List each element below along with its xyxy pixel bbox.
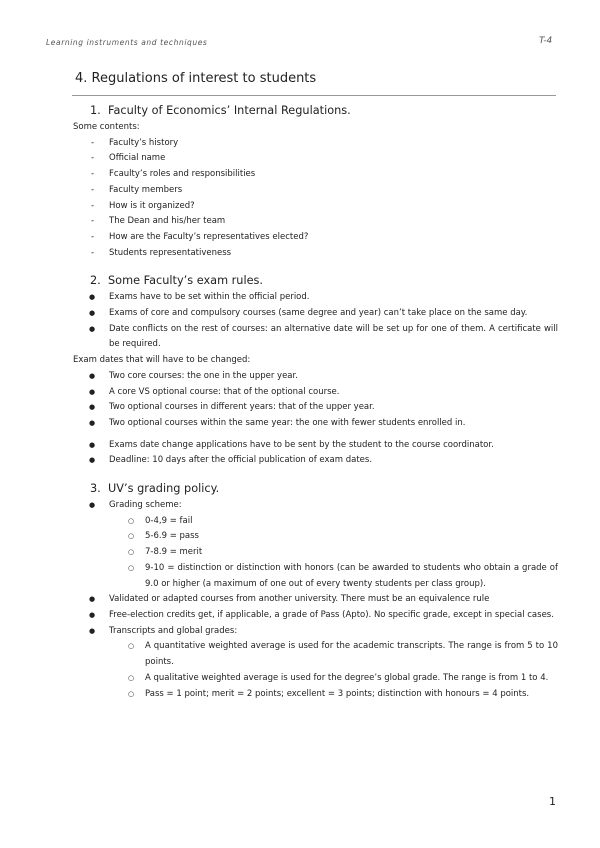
list-item xyxy=(73,498,558,514)
subsection-heading-2 xyxy=(73,272,558,290)
section-divider xyxy=(72,95,556,96)
subsection-heading-1 xyxy=(73,102,558,120)
exam-change-list xyxy=(73,369,558,432)
list-item: - Official name xyxy=(73,151,558,167)
list-item: ● Two optional courses in different years: that of the upper year. xyxy=(73,400,558,416)
applications-list xyxy=(73,438,558,469)
list-item: ○ 5-6.9 = pass xyxy=(73,529,558,545)
list-item: ● Validated or adapted courses from another university. There must be an equivalence rule xyxy=(73,592,558,608)
list-item: ○ 0-4,9 = fail xyxy=(73,514,558,530)
subsection-number: 1. xyxy=(90,104,101,117)
grading-notes-list xyxy=(73,592,558,639)
contents-list xyxy=(73,136,558,262)
subsection-number: 3. xyxy=(90,482,101,496)
list-item: ○ 7-8.9 = merit xyxy=(73,545,558,561)
list-item: ● Free-election credits get, if applicable, a grade of Pass (Apto). No specific grade, except in special cases. xyxy=(73,608,558,624)
subsection-title: Some Faculty’s exam rules. xyxy=(108,274,264,288)
page-number: 1 xyxy=(549,795,556,808)
list-item: - How is it organized? xyxy=(73,199,558,215)
list-item: ○ A qualitative weighted average is used for the degree’s global grade. The range is from 1 to 4. xyxy=(73,671,558,687)
list-item: - Faculty members xyxy=(73,183,558,199)
list-item: ● Two core courses: the one in the upper year. xyxy=(73,369,558,385)
list-item: ○ Pass = 1 point; merit = 2 points; excellent = 3 points; distinction with honours = 4 points. xyxy=(73,687,558,703)
exam-rules-list xyxy=(73,290,558,353)
list-item: - Students representativeness xyxy=(73,246,558,262)
list-item: ● Exams of core and compulsory courses (same degree and year) can’t take place on the same day. xyxy=(73,306,558,322)
document-body xyxy=(73,100,558,702)
contents-intro: Some contents: xyxy=(73,122,140,132)
list-item: - The Dean and his/her team xyxy=(73,214,558,230)
exam-change-intro: Exam dates that will have to be changed: xyxy=(73,355,251,366)
list-item: ● A core VS optional course: that of the optional course. xyxy=(73,385,558,401)
list-item: - How are the Faculty’s representatives elected? xyxy=(73,230,558,246)
list-item: ● Date conflicts on the rest of courses: an alternative date will be set up for one of them. A certificate will be required. xyxy=(73,322,558,353)
subsection-number: 2. xyxy=(90,274,101,288)
grading-list xyxy=(73,498,558,514)
list-item: ○ A quantitative weighted average is used for the academic transcripts. The range is from 5 to 10 points. xyxy=(73,639,558,670)
subsection-title: Faculty of Economics’ Internal Regulations. xyxy=(108,104,351,117)
list-item: - Fcaulty’s roles and responsibilities xyxy=(73,167,558,183)
list-item: ● Transcripts and global grades: xyxy=(73,624,558,640)
grades-list xyxy=(73,514,558,593)
running-header-title: Learning instruments and techniques xyxy=(46,38,208,47)
subsection-heading-3 xyxy=(73,480,558,498)
list-item: ● Deadline: 10 days after the official publication of exam dates. xyxy=(73,453,558,469)
list-item: ● Exams date change applications have to be sent by the student to the course coordinator. xyxy=(73,438,558,454)
subsection-title: UV’s grading policy. xyxy=(108,482,220,496)
list-item: ● Two optional courses within the same year: the one with fewer students enrolled in. xyxy=(73,416,558,432)
transcripts-list xyxy=(73,639,558,702)
running-header-topic: T-4 xyxy=(539,36,553,46)
grading-scheme-label: Grading scheme: xyxy=(109,500,182,511)
list-item: ● Exams have to be set within the official period. xyxy=(73,290,558,306)
list-item: - Faculty’s history xyxy=(73,136,558,152)
section-title: 4. Regulations of interest to students xyxy=(75,71,317,86)
list-item: ○ 9-10 = distinction or distinction with honors (can be awarded to students who obtain a grade of 9.0 or higher (a maximum of one out of every twenty students per class group). xyxy=(73,561,558,592)
